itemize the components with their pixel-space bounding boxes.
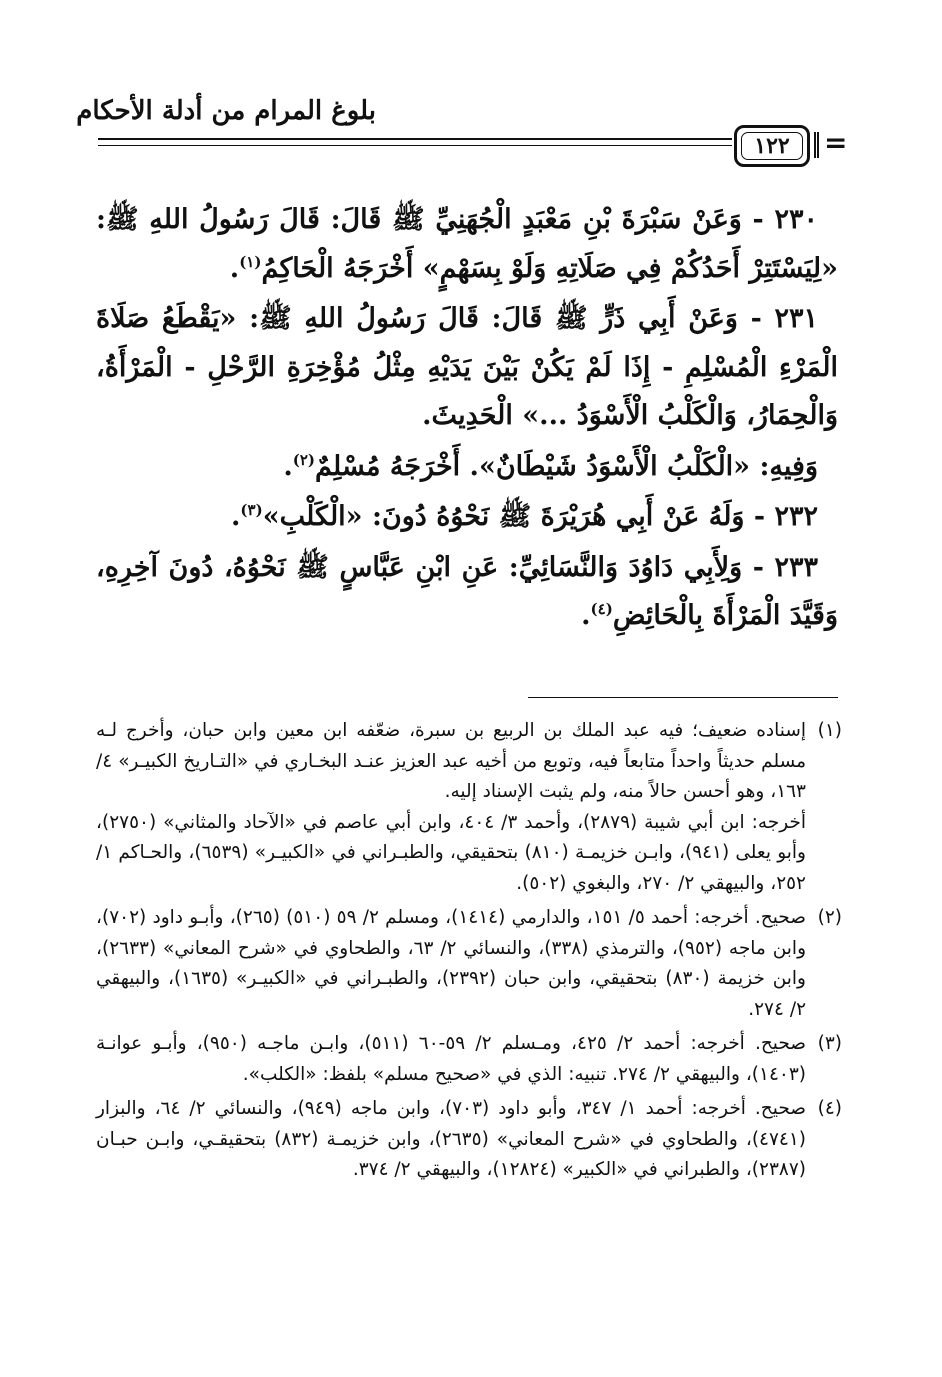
footnote-text: أخرجه: ابن أبي شيبة (٢٨٧٩)، وأحمد ٣/ ٤٠٤، وابن أبي عاصم في «الآحاد والمثاني» (٢٧٥٠)، وأبو يعلى (٩٤١)، وابـن خزيمـة (٨١٠) بتحقيقي، والطبـراني في «الكبيـر» (٦٥٣٩)، والحـاكم ١/ ٢٥٢، والبيهقي ٢/ ٢٧٠، والبغوي (٥٠٢).: [96, 811, 806, 894]
footnote-text: صحيح. أخرجه: أحمد ١/ ٣٤٧، وأبو داود (٧٠٣)، وابن ماجه (٩٤٩)، والنسائي ٢/ ٦٤، والبزار (٤٧٤١)، والطحاوي في «شرح المعاني» (٢٦٣٥)، وابن خزيمـة (٨٣٢) بتحقيقـي، وابـن حبـان (٢٣٨٧)، والطبراني في «الكبير» (١٢٨٢٤)، والبيهقي ٢/ ٣٧٤.: [96, 1098, 807, 1180]
page-number-box: [734, 125, 810, 167]
page-number: ١٢٢: [754, 133, 790, 159]
hadith-233: ٢٣٣ - وَلِأَبِي دَاوُدَ وَالنَّسَائِيِّ: عَنِ ابْنِ عَبَّاسٍ ﷺ نَحْوُهُ، دُونَ آخِرِهِ، وَقَيَّدَ الْمَرْأَةَ بِالْحَائِضِ$^{(٤)}$.: [96, 551, 838, 631]
footnote-text: إسناده ضعيف؛ فيه عبد الملك بن الربيع بن سبرة، ضعّفه ابن معين وابن حبان، وأخرج لـه مسلم حديثاً واحداً متابعاً فيه، وتوبع من أخيه عبد العزيز عنـد البخـاري في «التـاريخ الكبيـر» ٤/ ١٦٣، وهو أحسن حالاً منه، ولم يثبت الإسناد إليه.: [96, 720, 806, 802]
equals-sign: =: [824, 126, 848, 159]
page-number-bar: [814, 132, 819, 158]
footnote-ref-4: (٤): [590, 600, 613, 618]
footnote-ref-3: (٣): [240, 501, 263, 519]
footnotes: [96, 716, 842, 1190]
header-rule-top: [98, 138, 732, 140]
footnote-number: (١): [817, 720, 842, 741]
hadith-231: ٢٣١ - وَعَنْ أَبِي ذَرٍّ ﷺ قَالَ: قَالَ رَسُولُ اللهِ ﷺ: «يَقْطَعُ صَلَاةَ الْمَرْءِ الْمُسْلِمِ - إِذَا لَمْ يَكُنْ بَيْنَ يَدَيْهِ مِثْلُ مُؤْخِرَةِ الرَّحْلِ - الْمَرْأَةُ، وَالْحِمَارُ، وَالْكَلْبُ الْأَسْوَدُ ...» الْحَدِيثَ.: [96, 303, 838, 431]
footnote-text: صحيح. أخرجه: أحمد ٢/ ٤٢٥، ومـسلم ٢/ ٥٩-٦٠ (٥١١)، وابـن ماجـه (٩٥٠)، وأبـو عوانـة (١٤٠٣)، والبيهقي ٢/ ٢٧٤. تنبيه: الذي في «صحيح مسلم» بلفظ: «الكلب».: [96, 1033, 807, 1085]
footnote-number: (٣): [817, 1033, 842, 1054]
footnote-number: (٤): [817, 1098, 842, 1119]
header-rule-bottom: [98, 145, 732, 146]
hadith-body: [96, 196, 838, 641]
footnote-number: (٢): [817, 907, 842, 928]
hadith-231-addendum: وَفِيهِ: «الْكَلْبُ الْأَسْوَدُ شَيْطَانٌ». أَخْرَجَهُ مُسْلِمٌ$^{(٢)}$.: [283, 450, 818, 482]
footnote-1: [96, 716, 842, 899]
footnote-2: [96, 903, 842, 1025]
hadith-232: ٢٣٢ - وَلَهُ عَنْ أَبِي هُرَيْرَةَ ﷺ نَحْوُهُ دُونَ: «الْكَلْبِ»$^{(٣)}$.: [231, 501, 818, 532]
footnote-text: صحيح. أخرجه: أحمد ٥/ ١٥١، والدارمي (١٤١٤)، ومسلم ٢/ ٥٩ (٥١٠) (٢٦٥)، وأبـو داود (٧٠٢)، وابن ماجه (٩٥٢)، والترمذي (٣٣٨)، والنسائي ٢/ ٦٣، والطحاوي في «شرح المعاني» (٢٦٣٣)، وابن خزيمة (٨٣٠) بتحقيقي، وابن حبان (٢٣٩٢)، والطبـراني في «الكبيـر» (١٦٣٥)، والبيهقي ٢/ ٢٧٤.: [96, 907, 807, 1020]
footnote-4: [96, 1094, 842, 1186]
footnote-ref-2: (٢): [292, 450, 316, 469]
footnote-3: [96, 1029, 842, 1090]
book-title: بلوغ المرام من أدلة الأحكام: [76, 96, 376, 126]
footnote-ref-1: (١): [239, 252, 262, 271]
hadith-230: ٢٣٠ - وَعَنْ سَبْرَةَ بْنِ مَعْبَدٍ الْجُهَنِيِّ ﷺ قَالَ: قَالَ رَسُولُ اللهِ ﷺ: «لِيَسْتَتِرْ أَحَدُكُمْ فِي صَلَاتِهِ وَلَوْ بِسَهْمٍ» أَخْرَجَهُ الْحَاكِمُ$^{(١)}$.: [96, 204, 838, 284]
footnote-separator: [528, 697, 838, 698]
